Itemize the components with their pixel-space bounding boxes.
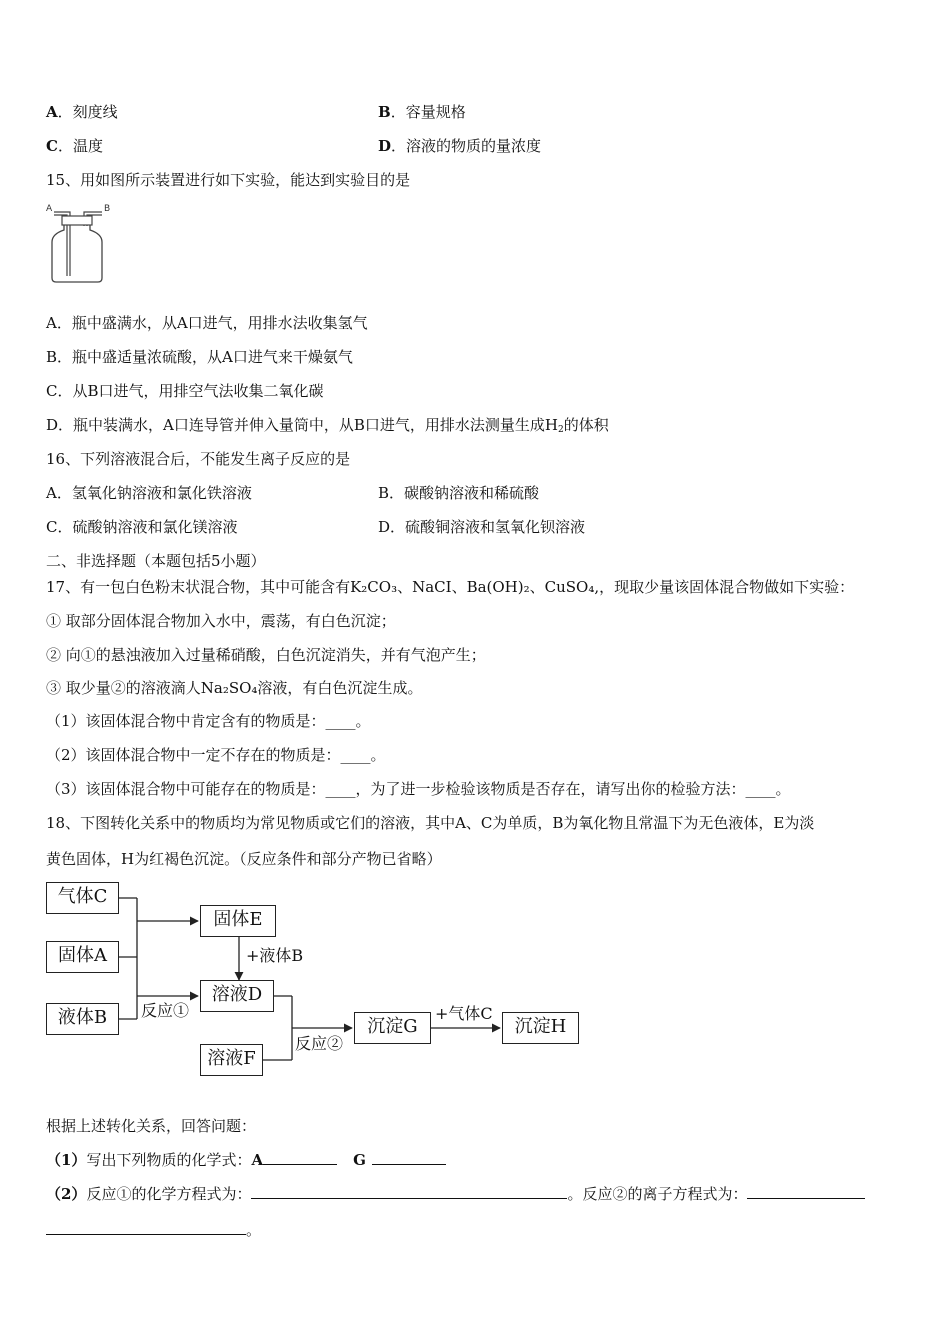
box-solution-d: 溶液D bbox=[200, 980, 274, 1012]
box-solid-a: 固体A bbox=[46, 941, 119, 973]
answer-blank-a[interactable] bbox=[263, 1150, 337, 1165]
q18-answer-intro: 根据上述转化关系，回答问题： bbox=[46, 1117, 257, 1135]
box-precip-h: 沉淀H bbox=[502, 1012, 579, 1044]
q15-option-d-sub: 2 bbox=[557, 425, 564, 435]
label-reaction-2: 反应② bbox=[295, 1034, 344, 1053]
q16-stem: 16、下列溶液混合后，不能发生离子反应的是 bbox=[46, 450, 351, 468]
box-gas-c: 气体C bbox=[46, 882, 119, 914]
q18-sub-2-label: （2） bbox=[46, 1185, 87, 1203]
q14-option-a-letter: A bbox=[46, 103, 58, 121]
bottle-label-b: B bbox=[104, 204, 111, 214]
q15-option-c: C．从B口进气，用排空气法收集二氧化碳 bbox=[46, 382, 324, 400]
answer-blank-g[interactable] bbox=[372, 1150, 446, 1165]
box-precip-g: 沉淀G bbox=[354, 1012, 431, 1044]
box-solution-f: 溶液F bbox=[200, 1044, 263, 1076]
section-heading: 二、非选择题（本题包括5小题） bbox=[46, 552, 266, 570]
q18-sub-1-label: （1） bbox=[46, 1151, 87, 1169]
q18-sub-1 bbox=[46, 1150, 446, 1170]
q15-option-a: A．瓶中盛满水，从A口进气，用排水法收集氢气 bbox=[46, 314, 368, 332]
q14-option-c: C．温度 bbox=[46, 137, 103, 155]
q14-option-c-text: 温度 bbox=[72, 137, 103, 155]
q16-option-d: D．硫酸铜溶液和氢氧化钡溶液 bbox=[378, 518, 586, 536]
q16-option-a: A．氢氧化钠溶液和氯化铁溶液 bbox=[46, 484, 252, 502]
q14-option-b-letter: B bbox=[378, 103, 391, 121]
q14-option-d: D．溶液的物质的量浓度 bbox=[378, 137, 542, 155]
q16-option-c: C．硫酸钠溶液和氯化镁溶液 bbox=[46, 518, 238, 536]
q18-stem-line-1: 18、下图转化关系中的物质均为常见物质或它们的溶液，其中A、C为单质，B为氧化物且常温下为无色液体，E为淡 bbox=[46, 814, 815, 832]
q14-option-c-letter: C bbox=[46, 137, 58, 155]
box-solid-e: 固体E bbox=[200, 905, 276, 937]
answer-blank-equation-2-part-1[interactable] bbox=[747, 1184, 865, 1199]
q18-stem-line-2: 黄色固体，H为红褐色沉淀。（反应条件和部分产物已省略） bbox=[46, 850, 442, 868]
q17-sub-1: （1）该固体混合物中肯定含有的物质是：____。 bbox=[46, 712, 371, 730]
q17-sub-3: （3）该固体混合物中可能存在的物质是：____，为了进一步检验该物质是否存在，请写出你的检验方法：____。 bbox=[46, 780, 791, 798]
q15-option-d-post: 的体积 bbox=[563, 416, 609, 434]
bottle-label-a: A bbox=[46, 204, 53, 214]
q17-sub-2: （2）该固体混合物中一定不存在的物质是：____。 bbox=[46, 746, 386, 764]
label-plus-gas-c: +气体C bbox=[435, 1004, 493, 1023]
box-liquid-b: 液体B bbox=[46, 1003, 119, 1035]
q18-sub-2-continued bbox=[46, 1220, 261, 1240]
q15-stem: 15、用如图所示装置进行如下实验，能达到实验目的是 bbox=[46, 171, 411, 189]
q17-step-3: ③ 取少量②的溶液滴人Na₂SO₄溶液，有白色沉淀生成。 bbox=[46, 679, 423, 697]
q18-sub-2-text: 反应①的化学方程式为： bbox=[86, 1185, 252, 1203]
label-reaction-1: 反应① bbox=[141, 1001, 190, 1020]
q14-option-a-text: 刻度线 bbox=[72, 103, 118, 121]
q16-option-b: B．碳酸钠溶液和稀硫酸 bbox=[378, 484, 540, 502]
q17-step-2: ② 向①的悬浊液加入过量稀硝酸，白色沉淀消失，并有气泡产生； bbox=[46, 646, 486, 664]
label-plus-liquid-b: +液体B bbox=[246, 946, 304, 965]
q15-option-d-pre: D．瓶中装满水，A口连导管并伸入量筒中，从B口进气，用排水法测量生成H bbox=[46, 416, 558, 434]
q18-sub-1-text: 写出下列物质的化学式： bbox=[86, 1151, 252, 1169]
answer-blank-equation-2-part-2[interactable] bbox=[46, 1220, 246, 1235]
q17-stem: 17、有一包白色粉末状混合物，其中可能含有K₂CO₃、NaCI、Ba(OH)₂、CuSO₄,，现取少量该固体混合物做如下实验： bbox=[46, 578, 855, 596]
q18-sub-2 bbox=[46, 1184, 865, 1204]
q14-option-d-text: 溶液的物质的量浓度 bbox=[406, 137, 542, 155]
q17-step-1: ① 取部分固体混合物加入水中，震荡，有白色沉淀； bbox=[46, 612, 396, 630]
q14-option-b: B．容量规格 bbox=[378, 103, 466, 121]
q14-option-d-letter: D bbox=[378, 137, 392, 155]
q15-option-b: B．瓶中盛适量浓硫酸，从A口进气来干燥氨气 bbox=[46, 348, 353, 366]
answer-blank-equation-1[interactable] bbox=[251, 1184, 567, 1199]
q18-sub-1-a: A bbox=[251, 1151, 264, 1169]
q18-sub-1-g: G bbox=[353, 1151, 366, 1169]
q18-sub-2-mid: 。反应②的离子方程式为： bbox=[567, 1185, 748, 1203]
q18-sub-2-end: 。 bbox=[246, 1221, 262, 1239]
q14-option-a: A．刻度线 bbox=[46, 103, 118, 121]
q14-option-b-text: 容量规格 bbox=[405, 103, 466, 121]
